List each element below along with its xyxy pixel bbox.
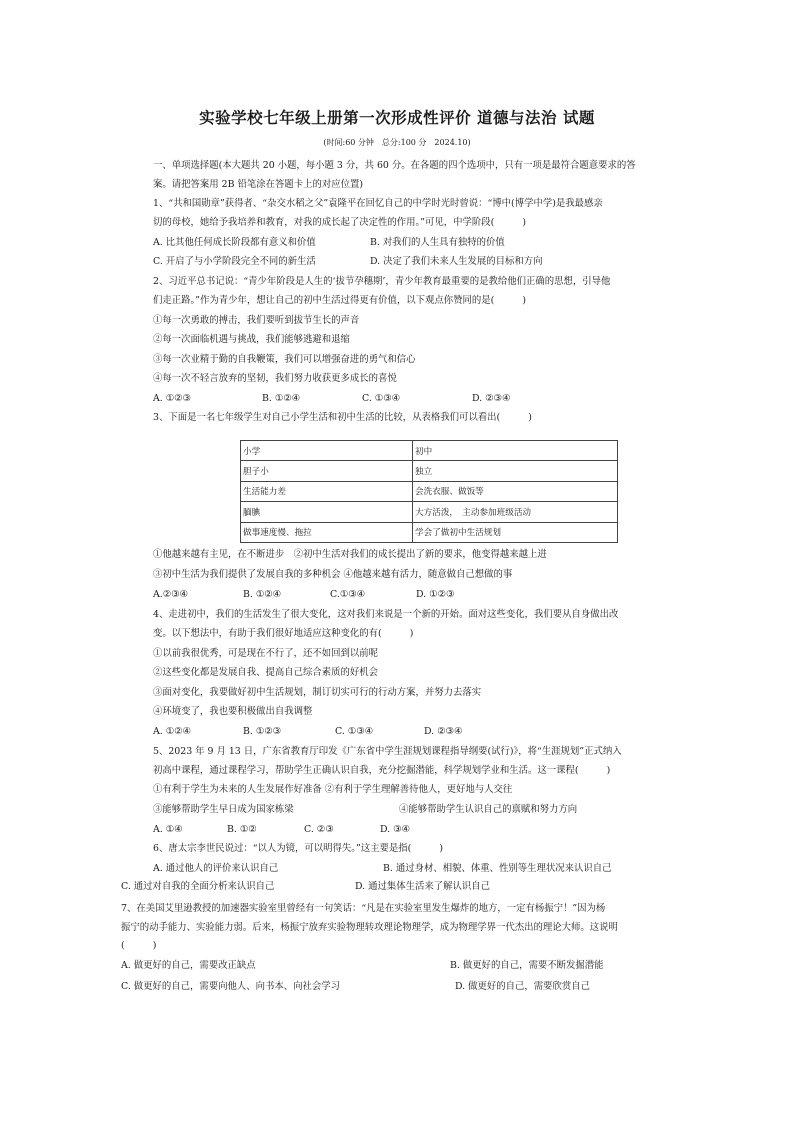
q7-stem-line-2: 振宁的动手能力、实验能力弱。后来，杨振宁放弃实验物理转攻理论物理学，成为物理学界一代杰出的理论大师。这说明 — [121, 922, 618, 933]
q6-stem: 6、唐太宗李世民说过：“以人为镜，可以明得失。”这主要是指( ) — [153, 843, 444, 854]
q3-option-a: A.②③④ — [153, 589, 188, 600]
q4-option-c: C. ①③④ — [335, 726, 374, 737]
q7-stem-line-3: ( ) — [121, 940, 157, 951]
q3-option-c: C.①③④ — [330, 589, 366, 600]
q5-items-line-1: ①有利于学生为未来的人生发展作好准备 ②有利于学生理解善待他人，更好地与人交往 — [153, 784, 513, 795]
table-row — [241, 481, 618, 501]
q1-option-a: A. 比其他任何成长阶段都有意义和价值 — [153, 237, 316, 248]
table-row — [241, 522, 618, 542]
table-cell: 初中 — [413, 441, 618, 461]
q5-option-b: B. ①② — [227, 824, 257, 835]
q4-stem-line-1: 4、走进初中，我们的生活发生了很大变化，这对我们来说是一个新的开始。面对这些变化，我们要从自身做出改 — [153, 609, 619, 620]
table-cell: 做事速度慢、拖拉 — [241, 522, 413, 542]
q5-stem-line-1: 5、2023 年 9 月 13 日，广东省教育厅印发《广东省中学生涯规划课程指导纲要(试行)》，将“生涯规划”正式纳入 — [153, 746, 622, 757]
q2-item-2: ②每一次面临机遇与挑战，我们能够逃避和退缩 — [153, 334, 350, 345]
q7-stem-line-1: 7、在美国艾里逊教授的加速器实验室里曾经有一句笑话：“凡是在实验室里发生爆炸的地方，一定有杨振宁！”因为杨 — [121, 903, 606, 914]
q3-option-d: D. ①②③ — [416, 589, 455, 600]
table-cell: 小学 — [241, 441, 413, 461]
q3-option-b: B. ①②④ — [243, 589, 282, 600]
exam-subtitle: (时间:60 分钟 总分:100 分 2024.10) — [323, 138, 471, 147]
table-cell: 胆子小 — [241, 461, 413, 481]
q2-stem-line-2: 们走正路。”作为青少年，想让自己的初中生活过得更有价值，以下观点你赞同的是( ) — [153, 295, 527, 306]
q6-option-d: D. 通过集体生活来了解认识自己 — [355, 881, 491, 892]
table-cell: 大方活泼， 主动参加班级活动 — [413, 502, 618, 522]
q1-stem-line-2: 切的母校，她给予我培养和教育，对我的成长起了决定性的作用。”可见，中学阶段( ) — [153, 217, 527, 228]
q1-option-c: C. 开启了与小学阶段完全不同的新生活 — [153, 256, 316, 267]
table-cell: 独立 — [413, 461, 618, 481]
section-heading-line-2: 案。请把答案用 2B 铅笔涂在答题卡上的对应位置) — [153, 179, 363, 190]
q5-option-d: D. ③④ — [380, 824, 410, 835]
q3-items-line-1: ①他越来越有主见，在不断进步 ②初中生活对我们的成长提出了新的要求，他变得越来越上进 — [153, 549, 547, 560]
q6-option-b: B. 通过身材、相貌、体重、性别等生理状况来认识自己 — [383, 863, 612, 874]
q7-option-b: B. 做更好的自己，需要不断发掘潜能 — [450, 960, 604, 971]
q2-item-1: ①每一次勇敢的搏击，我们要听到拔节生长的声音 — [153, 315, 360, 326]
q4-option-a: A. ①②④ — [153, 726, 191, 737]
q2-option-b: B. ①②④ — [262, 393, 301, 404]
q5-option-c: C. ②③ — [304, 824, 334, 835]
q5-option-a: A. ①④ — [153, 824, 183, 835]
q1-option-b: B. 对我们的人生具有独特的价值 — [370, 237, 505, 248]
q2-option-a: A. ①②③ — [153, 393, 191, 404]
q4-item-1: ①以前我很优秀，可是现在不行了，还不如回到以前呢 — [153, 648, 379, 659]
q6-option-a: A. 通过他人的评价来认识自己 — [153, 863, 279, 874]
q4-option-d: D. ②③④ — [424, 726, 463, 737]
q4-item-3: ③面对变化，我要做好初中生活规划，制订切实可行的行动方案，并努力去落实 — [153, 687, 482, 698]
q1-option-d: D. 决定了我们未来人生发展的目标和方向 — [370, 256, 543, 267]
q3-items-line-2: ③初中生活为我们提供了发展自我的多种机会 ④他越来越有活力，随意做自己想做的事 — [153, 569, 513, 580]
table-row — [241, 441, 618, 461]
table-cell: 腼腆 — [241, 502, 413, 522]
comparison-table — [240, 440, 618, 543]
q5-item-4: ④能够帮助学生认识自己的禀赋和努力方向 — [399, 804, 578, 815]
q4-stem-line-2: 变。以下想法中，有助于我们很好地适应这种变化的有( ) — [153, 628, 414, 639]
q4-item-2: ②这些变化都是发展自我、提高自己综合素质的好机会 — [153, 667, 379, 678]
section-heading-line-1: 一、单项选择题(本大题共 20 小题，每小题 3 分，共 60 分。在各题的四个选项中，只有一项是最符合题意要求的答 — [153, 160, 636, 171]
q7-option-c: C. 做更好的自己，需要向他人、向书本、向社会学习 — [121, 981, 341, 992]
q7-option-a: A. 做更好的自己，需要改正缺点 — [121, 960, 256, 971]
q3-stem: 3、下面是一名七年级学生对自己小学生活和初中生活的比较，从表格我们可以看出( ) — [153, 412, 532, 423]
q7-option-d: D. 做更好的自己，需要欣赏自己 — [455, 981, 591, 992]
q2-item-3: ③每一次业精于勤的自我鞭策，我们可以增强奋进的勇气和信心 — [153, 354, 416, 365]
q5-item-3: ③能够帮助学生早日成为国家栋梁 — [153, 804, 294, 815]
q6-option-c: C. 通过对自我的全面分析来认识自己 — [121, 881, 275, 892]
q1-stem-line-1: 1、“共和国勋章”获得者、“杂交水稻之父”袁隆平在回忆自己的中学时光时曾说：“博中(博学中学)是我最感亲 — [153, 198, 603, 209]
q2-item-4: ④每一次不轻言放弃的坚韧，我们努力收获更多成长的喜悦 — [153, 373, 397, 384]
q2-option-d: D. ②③④ — [472, 393, 511, 404]
table-row — [241, 461, 618, 481]
q4-item-4: ④环境变了，我也要积极做出自我调整 — [153, 706, 313, 717]
exam-title: 实验学校七年级上册第一次形成性评价 道德与法治 试题 — [199, 108, 595, 127]
q2-stem-line-1: 2、习近平总书记说：“青少年阶段是人生的‘拔节孕穗期’，青少年教育最重要的是教给他们正确的思想，引导他 — [153, 276, 611, 287]
q4-option-b: B. ①②③ — [243, 726, 282, 737]
table-cell: 会洗衣服、做饭等 — [413, 481, 618, 501]
q2-option-c: C. ①③④ — [362, 393, 401, 404]
table-row — [241, 502, 618, 522]
table-cell: 生活能力差 — [241, 481, 413, 501]
table-cell: 学会了做初中生活规划 — [413, 522, 618, 542]
q5-stem-line-2: 初高中课程，通过课程学习，帮助学生正确认识自我，充分挖掘潜能，科学规划学业和生活。这一课程( ) — [153, 765, 611, 776]
